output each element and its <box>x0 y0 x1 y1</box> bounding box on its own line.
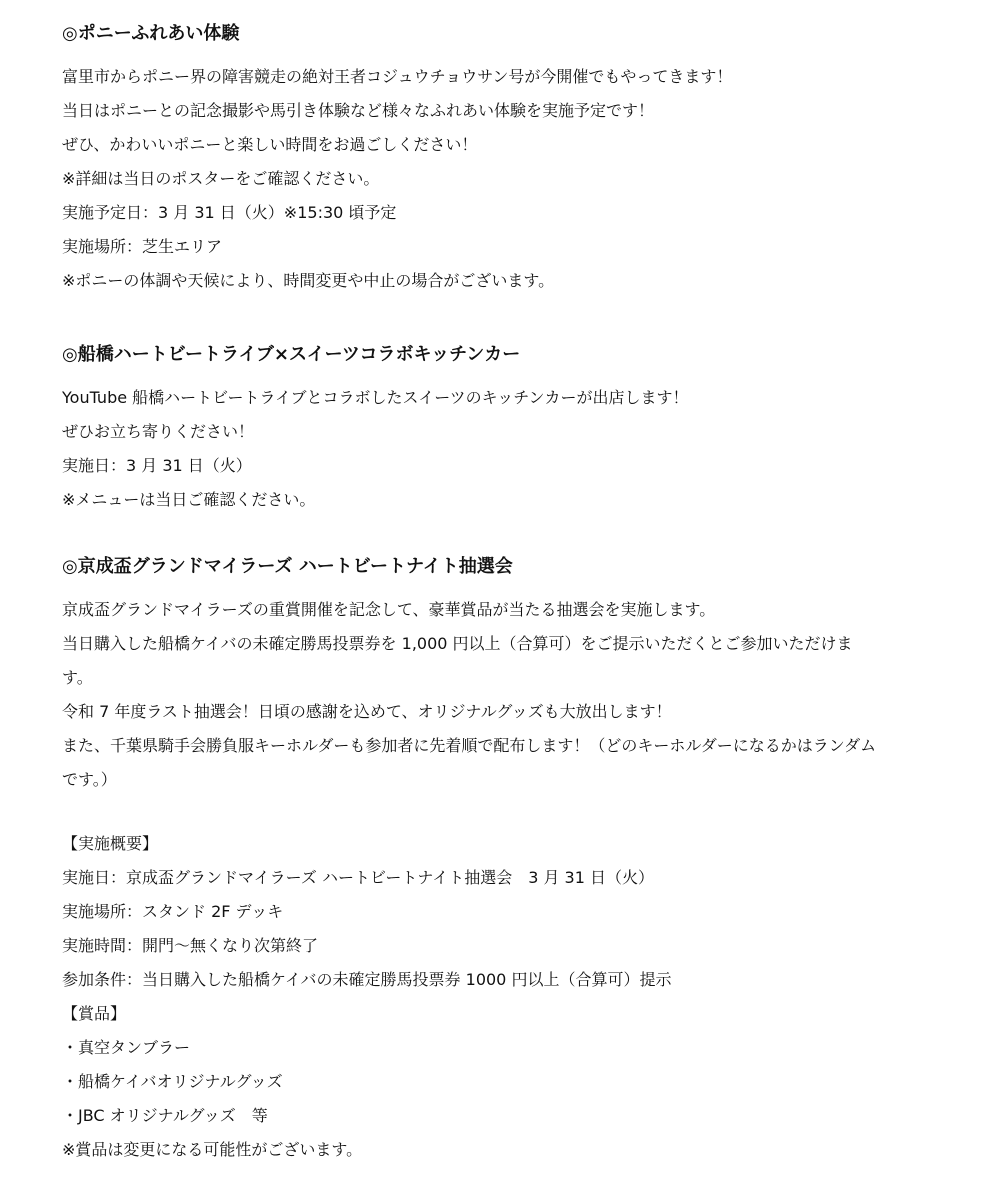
body-line: 当日購入した船橋ケイバの未確定勝馬投票券を 1,000 円以上（合算可）をご提示いただくとご参加いただけま <box>62 634 853 653</box>
overview-condition-line: 参加条件：当日購入した船橋ケイバの未確定勝馬投票券 1000 円以上（合算可）提示 <box>62 970 672 989</box>
notice-line: ※賞品は変更になる可能性がございます。 <box>62 1140 363 1159</box>
section-pony-experience <box>62 22 972 298</box>
event-location-line: 実施場所：芝生エリア <box>62 237 223 256</box>
body-line: ぜひ、かわいいポニーと楽しい時間をお過ごしください！ <box>62 135 478 154</box>
body-line: 富里市からポニー界の障害競走の絶対王者コジュウチョウサン号が今開催でもやってきます！ <box>62 67 733 86</box>
event-date-line: 実施予定日：3 月 31 日（火）※15:30 頃予定 <box>62 203 397 222</box>
overview-heading: 【実施概要】 <box>62 834 159 853</box>
body-line: ※詳細は当日のポスターをご確認ください。 <box>62 169 380 188</box>
section-kitchen-car <box>62 343 972 517</box>
notice-line: ※ポニーの体調や天候により、時間変更や中止の場合がございます。 <box>62 271 555 290</box>
section-body <box>62 381 972 517</box>
section-body <box>62 593 972 797</box>
section-title: ◎ポニーふれあい体験 <box>62 23 240 44</box>
body-line: す。 <box>62 668 93 687</box>
body-line: YouTube 船橋ハートビートライブとコラボしたスイーツのキッチンカーが出店します！ <box>62 388 689 407</box>
body-line: 令和 7 年度ラスト抽選会！日頃の感謝を込めて、オリジナルグッズも大放出します！ <box>62 702 672 721</box>
body-line: また、千葉県騎手会勝負服キーホルダーも参加者に先着順で配布します！（どのキーホルダーになるかはランダム <box>62 736 877 755</box>
section-body <box>62 60 972 298</box>
body-line: です。） <box>62 770 117 789</box>
overview-time-line: 実施時間：開門～無くなり次第終了 <box>62 936 319 955</box>
prizes-heading: 【賞品】 <box>62 1004 127 1023</box>
notice-line: ※メニューは当日ご確認ください。 <box>62 490 316 509</box>
prize-item: ・JBC オリジナルグッズ 等 <box>62 1106 268 1125</box>
body-line: ぜひお立ち寄りください！ <box>62 422 255 441</box>
overview-date-line: 実施日：京成盃グランドマイラーズ ハートビートナイト抽選会 3 月 31 日（火） <box>62 868 655 887</box>
body-line: 京成盃グランドマイラーズの重賞開催を記念して、豪華賞品が当たる抽選会を実施します。 <box>62 600 716 619</box>
section-title: ◎京成盃グランドマイラーズ ハートビートナイト抽選会 <box>62 556 513 577</box>
prize-item: ・船橋ケイバオリジナルグッズ <box>62 1072 283 1091</box>
section-title: ◎船橋ハートビートライブ×スイーツコラボキッチンカー <box>62 344 521 365</box>
overview-location-line: 実施場所：スタンド 2F デッキ <box>62 902 284 921</box>
event-date-line: 実施日：3 月 31 日（火） <box>62 456 252 475</box>
section-lottery <box>62 555 972 797</box>
prize-item: ・真空タンブラー <box>62 1038 191 1057</box>
body-line: 当日はポニーとの記念撮影や馬引き体験など様々なふれあい体験を実施予定です！ <box>62 101 655 120</box>
section-lottery-overview <box>62 827 972 1167</box>
